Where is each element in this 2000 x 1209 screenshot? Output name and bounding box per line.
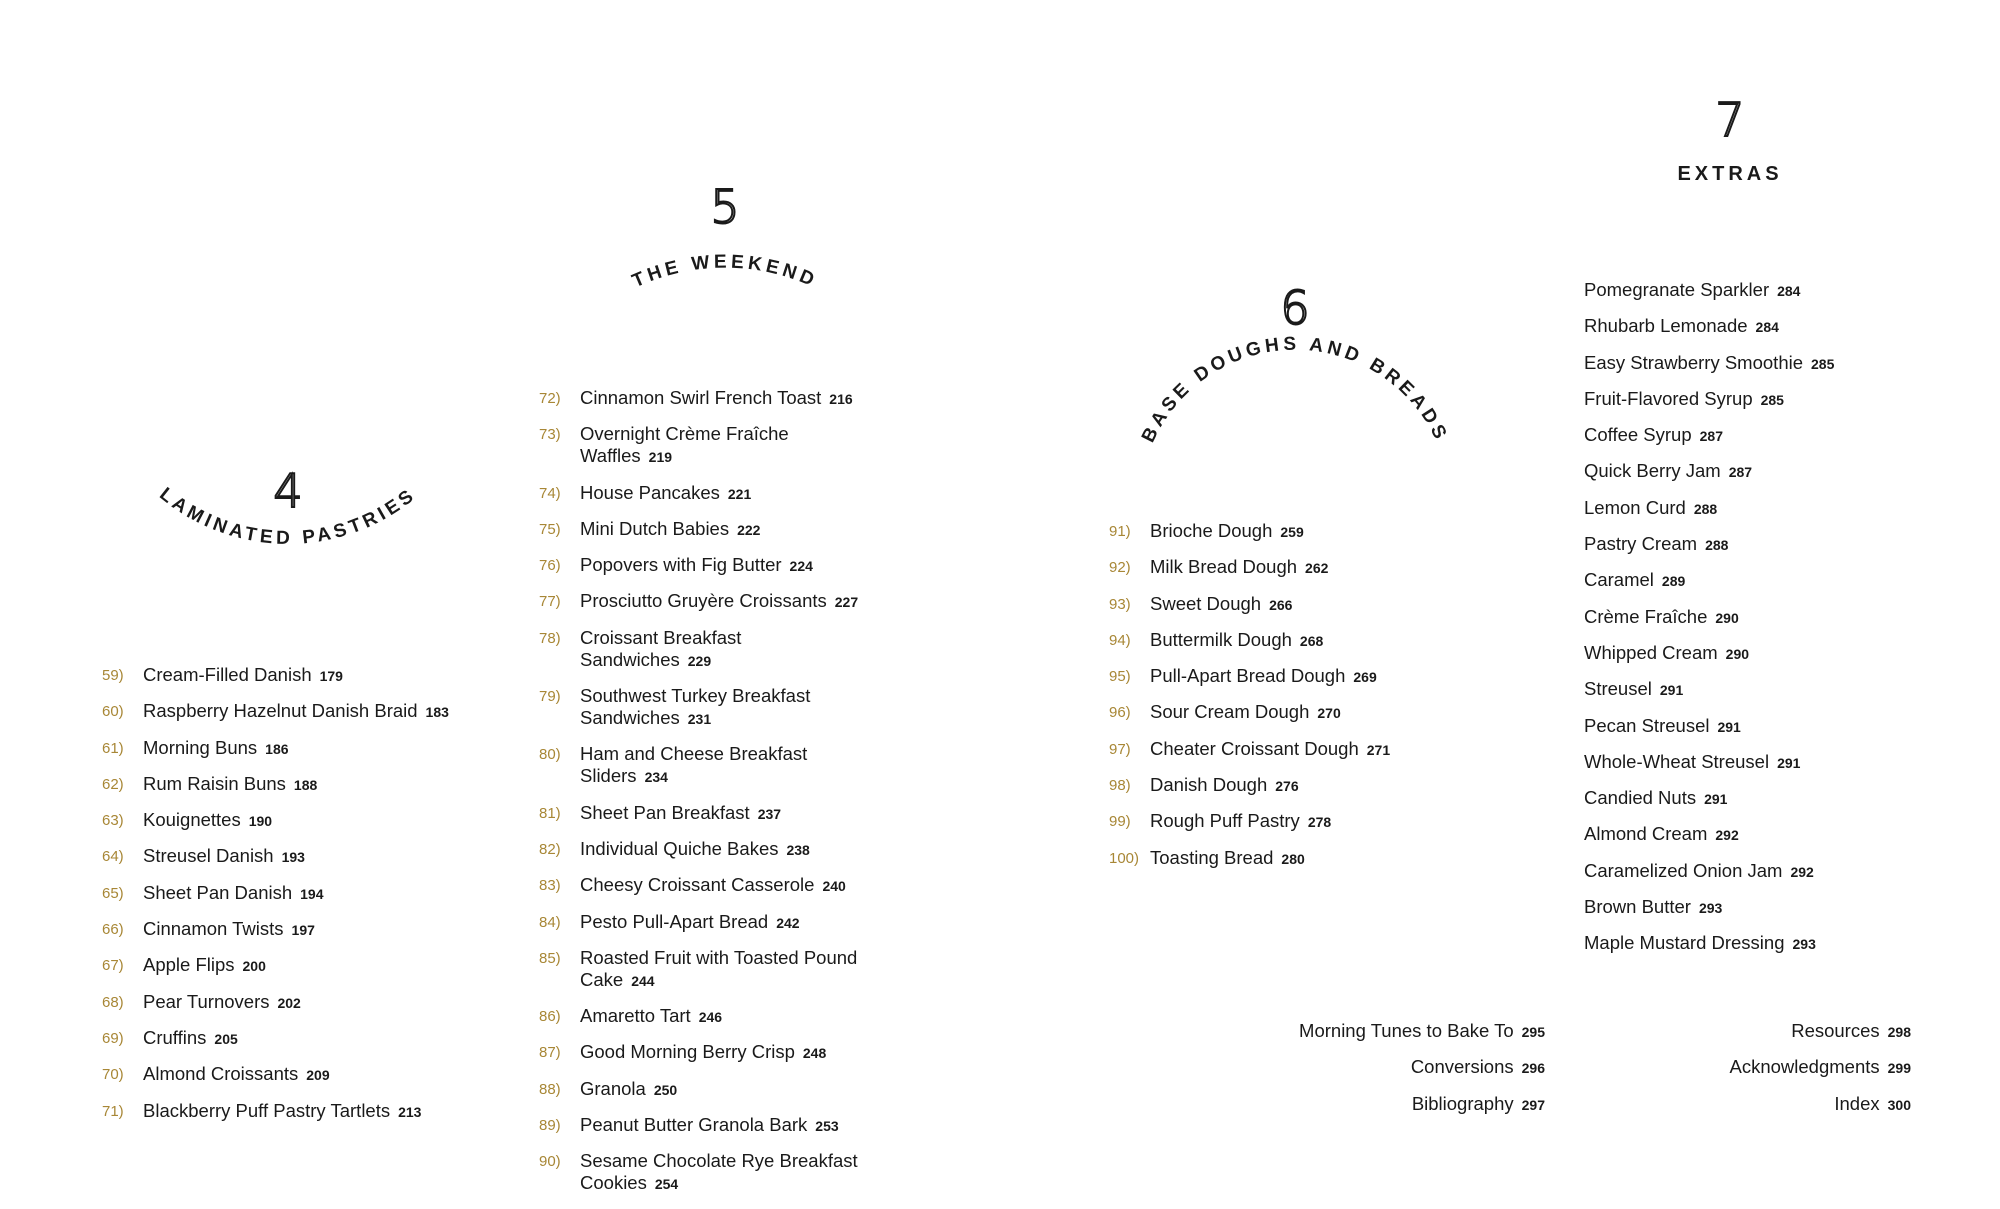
recipe-page-number: 229 xyxy=(687,652,712,669)
recipe-number: 67) xyxy=(102,957,124,975)
recipe-item xyxy=(1109,738,1489,761)
recipe-number: 72) xyxy=(539,390,561,407)
back-matter-item xyxy=(1200,1093,1545,1116)
recipe-name: Popovers with Fig Butter xyxy=(580,554,782,576)
recipe-name: Amaretto Tart xyxy=(580,1005,691,1027)
recipe-name: Almond Cream xyxy=(1584,823,1708,845)
back-matter-name: Conversions xyxy=(1410,1056,1514,1078)
recipe-item xyxy=(539,518,869,541)
recipe-name: Easy Strawberry Smoothie xyxy=(1584,351,1804,373)
recipe-number: 96) xyxy=(1109,704,1131,722)
recipe-name: Pull-Apart Bread Dough xyxy=(1150,665,1346,687)
recipe-page-number: 285 xyxy=(1760,391,1784,408)
recipe-name: Cinnamon Swirl French Toast xyxy=(580,387,822,408)
recipe-number: 92) xyxy=(1109,559,1131,577)
recipe-name: Croissant Breakfast Sandwiches xyxy=(580,626,742,670)
recipe-item xyxy=(539,838,869,861)
recipe-name: Pecan Streusel xyxy=(1584,714,1710,736)
recipe-item xyxy=(539,590,869,613)
back-matter-page-number: 298 xyxy=(1887,1024,1911,1040)
recipe-name: Sour Cream Dough xyxy=(1150,701,1310,723)
recipe-name: Sheet Pan Danish xyxy=(143,881,293,903)
recipe-name: Coffee Syrup xyxy=(1584,424,1692,446)
recipe-name: Peanut Butter Granola Bark xyxy=(580,1114,808,1136)
recipe-name: Cheesy Croissant Casserole xyxy=(580,874,815,896)
recipe-number: 81) xyxy=(539,804,561,822)
recipe-name: Kouignettes xyxy=(143,809,241,831)
recipe-name: Morning Buns xyxy=(143,736,258,758)
recipe-page-number: 244 xyxy=(631,972,655,989)
recipe-item xyxy=(102,773,502,796)
recipe-page-number: 271 xyxy=(1366,741,1391,758)
recipe-item xyxy=(1584,497,1984,520)
recipe-item xyxy=(1584,823,1984,846)
recipe-name: Cruffins xyxy=(143,1026,207,1048)
recipe-page-number: 291 xyxy=(1777,754,1801,771)
recipe-item xyxy=(1584,569,1984,592)
recipe-item xyxy=(1109,774,1489,797)
recipe-page-number: 280 xyxy=(1281,850,1305,867)
recipe-item xyxy=(102,845,502,868)
recipe-name: Streusel Danish xyxy=(143,845,274,867)
recipe-page-number: 237 xyxy=(757,805,782,822)
recipe-item xyxy=(1584,388,1984,411)
recipe-item xyxy=(102,664,502,687)
recipe-number: 78) xyxy=(539,629,561,647)
back-matter-page-number: 299 xyxy=(1887,1060,1911,1077)
recipe-number: 59) xyxy=(102,667,124,684)
recipe-page-number: 197 xyxy=(291,922,315,939)
svg-text:LAMINATED PASTRIES: LAMINATED PASTRIES xyxy=(155,483,421,549)
recipe-item xyxy=(102,700,502,723)
recipe-number: 90) xyxy=(539,1153,561,1171)
recipe-item xyxy=(1584,932,1984,955)
recipe-item xyxy=(539,911,869,934)
recipe-item xyxy=(102,1027,502,1050)
recipe-page-number: 284 xyxy=(1755,319,1779,336)
recipe-name: Roasted Fruit with Toasted Pound Cake xyxy=(580,946,858,990)
recipe-item xyxy=(1584,424,1984,447)
recipe-page-number: 288 xyxy=(1693,500,1718,517)
recipe-page-number: 209 xyxy=(306,1067,330,1084)
recipe-page-number: 276 xyxy=(1275,778,1299,795)
recipe-number: 68) xyxy=(102,993,124,1011)
recipe-name: Caramelized Onion Jam xyxy=(1584,859,1783,881)
recipe-item xyxy=(102,882,502,905)
back-matter-page-number: 295 xyxy=(1521,1024,1545,1040)
recipe-name: Southwest Turkey Breakfast Sandwiches xyxy=(580,685,811,729)
recipe-number: 74) xyxy=(539,484,561,502)
back-matter-name: Morning Tunes to Bake To xyxy=(1299,1020,1514,1041)
recipe-item xyxy=(539,482,869,505)
recipe-item xyxy=(1109,520,1489,543)
recipe-page-number: 253 xyxy=(815,1118,839,1135)
recipe-page-number: 285 xyxy=(1811,355,1835,372)
recipe-number: 75) xyxy=(539,520,561,538)
recipe-name: Pesto Pull-Apart Bread xyxy=(580,910,769,932)
recipe-item xyxy=(1584,315,1984,338)
recipe-page-number: 213 xyxy=(398,1103,422,1120)
recipe-item xyxy=(1109,847,1489,870)
recipe-number: 94) xyxy=(1109,631,1131,649)
recipe-item xyxy=(1584,896,1984,919)
recipe-number: 88) xyxy=(539,1080,561,1098)
recipe-page-number: 269 xyxy=(1353,669,1377,686)
recipe-name: Maple Mustard Dressing xyxy=(1584,932,1785,954)
recipe-name: Cream-Filled Danish xyxy=(143,664,312,685)
chapter-number-4: 4 xyxy=(273,464,303,518)
recipe-number: 71) xyxy=(102,1102,124,1120)
recipe-list-chapter-7 xyxy=(1584,279,1984,969)
back-matter-item xyxy=(1600,1020,1911,1043)
recipe-name: Brown Butter xyxy=(1584,896,1691,918)
recipe-page-number: 194 xyxy=(300,885,324,902)
back-matter-name: Bibliography xyxy=(1411,1092,1514,1114)
recipe-name: Quick Berry Jam xyxy=(1584,460,1721,482)
recipe-item xyxy=(102,991,502,1014)
chapter-title-6 xyxy=(1125,333,1465,500)
recipe-page-number: 219 xyxy=(648,449,673,466)
chapter-title-4 xyxy=(128,440,448,580)
recipe-name: House Pancakes xyxy=(580,481,720,503)
recipe-item xyxy=(1584,715,1984,738)
back-matter-right xyxy=(1600,1020,1911,1129)
recipe-name: Sesame Chocolate Rye Breakfast Cookies xyxy=(580,1150,858,1194)
recipe-page-number: 291 xyxy=(1704,791,1728,808)
recipe-number: 83) xyxy=(539,877,561,895)
recipe-number: 65) xyxy=(102,884,124,902)
svg-text:BASE DOUGHS AND BREADS: BASE DOUGHS AND BREADS xyxy=(1137,333,1453,446)
recipe-name: Candied Nuts xyxy=(1584,787,1697,809)
recipe-name: Rum Raisin Buns xyxy=(143,772,286,794)
recipe-name: Lemon Curd xyxy=(1584,496,1686,518)
recipe-name: Sweet Dough xyxy=(1150,592,1262,614)
recipe-number: 95) xyxy=(1109,668,1131,686)
recipe-name: Mini Dutch Babies xyxy=(580,517,730,539)
recipe-number: 98) xyxy=(1109,777,1131,795)
back-matter-page-number: 300 xyxy=(1887,1096,1911,1113)
recipe-page-number: 292 xyxy=(1715,827,1739,844)
recipe-page-number: 259 xyxy=(1280,524,1304,540)
recipe-page-number: 179 xyxy=(319,668,343,684)
recipe-page-number: 242 xyxy=(776,914,800,931)
recipe-name: Cinnamon Twists xyxy=(143,918,284,940)
recipe-item xyxy=(1584,678,1984,701)
recipe-page-number: 287 xyxy=(1699,428,1723,445)
recipe-name: Ham and Cheese Breakfast Sliders xyxy=(580,743,808,787)
recipe-name: Raspberry Hazelnut Danish Braid xyxy=(143,700,418,722)
recipe-item xyxy=(539,387,869,410)
recipe-name: Milk Bread Dough xyxy=(1150,556,1298,578)
svg-text:THE WEEKEND: THE WEEKEND xyxy=(629,251,821,293)
recipe-page-number: 262 xyxy=(1305,560,1329,577)
recipe-list-chapter-4 xyxy=(102,664,502,1136)
recipe-item xyxy=(539,802,869,825)
recipe-name: Toasting Bread xyxy=(1150,846,1274,868)
recipe-name: Buttermilk Dough xyxy=(1150,628,1292,650)
recipe-number: 89) xyxy=(539,1117,561,1135)
recipe-number: 77) xyxy=(539,593,561,611)
recipe-item xyxy=(539,1114,869,1137)
recipe-page-number: 222 xyxy=(737,521,761,538)
recipe-page-number: 284 xyxy=(1777,283,1801,299)
chapter-title-7: EXTRAS xyxy=(1677,163,1783,185)
recipe-number: 64) xyxy=(102,848,124,866)
recipe-number: 69) xyxy=(102,1029,124,1047)
back-matter-item xyxy=(1600,1093,1911,1116)
recipe-page-number: 227 xyxy=(834,594,859,611)
back-matter-item xyxy=(1600,1056,1911,1079)
recipe-item xyxy=(1584,352,1984,375)
recipe-name: Brioche Dough xyxy=(1150,520,1273,541)
recipe-name: Overnight Crème Fraîche Waffles xyxy=(580,423,789,467)
recipe-page-number: 238 xyxy=(786,841,810,858)
recipe-page-number: 292 xyxy=(1790,863,1814,880)
recipe-name: Rough Puff Pastry xyxy=(1150,810,1300,832)
recipe-name: Granola xyxy=(580,1077,646,1099)
recipe-page-number: 202 xyxy=(277,994,301,1011)
recipe-page-number: 240 xyxy=(822,878,846,895)
recipe-item xyxy=(102,737,502,760)
recipe-page-number: 221 xyxy=(727,485,752,502)
recipe-name: Pastry Cream xyxy=(1584,533,1698,555)
recipe-page-number: 231 xyxy=(687,711,712,728)
recipe-name: Good Morning Berry Crisp xyxy=(580,1041,795,1063)
recipe-page-number: 293 xyxy=(1792,936,1816,953)
recipe-number: 61) xyxy=(102,739,124,757)
recipe-item xyxy=(539,874,869,897)
recipe-name: Sheet Pan Breakfast xyxy=(580,801,750,823)
recipe-name: Apple Flips xyxy=(143,954,235,976)
back-matter-item xyxy=(1200,1056,1545,1079)
back-matter-name: Acknowledgments xyxy=(1729,1056,1880,1078)
recipe-item xyxy=(1109,593,1489,616)
chapter-number-6: 6 xyxy=(1280,281,1310,335)
recipe-number: 87) xyxy=(539,1044,561,1062)
recipe-page-number: 268 xyxy=(1299,632,1324,649)
recipe-page-number: 278 xyxy=(1307,814,1332,831)
recipe-page-number: 266 xyxy=(1269,596,1293,613)
recipe-page-number: 250 xyxy=(653,1081,678,1098)
recipe-page-number: 270 xyxy=(1317,705,1341,722)
recipe-name: Streusel xyxy=(1584,678,1652,700)
recipe-page-number: 248 xyxy=(802,1045,827,1062)
back-matter-page-number: 296 xyxy=(1521,1060,1545,1077)
recipe-page-number: 291 xyxy=(1717,718,1741,735)
recipe-number: 84) xyxy=(539,913,561,931)
recipe-number: 63) xyxy=(102,812,124,830)
recipe-item xyxy=(539,627,869,672)
back-matter-item xyxy=(1200,1020,1545,1043)
recipe-name: Pomegranate Sparkler xyxy=(1584,279,1770,300)
recipe-name: Caramel xyxy=(1584,569,1654,591)
chapter-number-7: 7 xyxy=(1715,93,1745,147)
recipe-name: Fruit-Flavored Syrup xyxy=(1584,387,1753,409)
recipe-number: 91) xyxy=(1109,523,1131,540)
recipe-number: 93) xyxy=(1109,595,1131,613)
back-matter-left xyxy=(1200,1020,1545,1129)
recipe-item xyxy=(102,954,502,977)
chapter-title-5 xyxy=(565,238,885,358)
recipe-page-number: 290 xyxy=(1725,645,1750,662)
recipe-page-number: 183 xyxy=(425,704,449,721)
recipe-name: Cheater Croissant Dough xyxy=(1150,737,1359,759)
recipe-name: Almond Croissants xyxy=(143,1063,299,1085)
recipe-name: Crème Fraîche xyxy=(1584,605,1708,627)
recipe-number: 70) xyxy=(102,1066,124,1084)
recipe-number: 100) xyxy=(1109,849,1140,867)
recipe-number: 62) xyxy=(102,775,124,793)
recipe-page-number: 288 xyxy=(1705,537,1729,554)
recipe-item xyxy=(539,1150,869,1195)
recipe-item xyxy=(1109,556,1489,579)
recipe-name: Whole-Wheat Streusel xyxy=(1584,750,1770,772)
recipe-number: 86) xyxy=(539,1008,561,1026)
recipe-item xyxy=(1584,642,1984,665)
recipe-page-number: 188 xyxy=(293,776,318,793)
recipe-number: 76) xyxy=(539,557,561,575)
recipe-item xyxy=(1584,751,1984,774)
recipe-item xyxy=(1584,860,1984,883)
recipe-name: Individual Quiche Bakes xyxy=(580,837,779,859)
recipe-item xyxy=(102,1063,502,1086)
recipe-number: 97) xyxy=(1109,740,1131,758)
recipe-name: Danish Dough xyxy=(1150,774,1268,796)
recipe-page-number: 290 xyxy=(1715,609,1739,626)
recipe-item xyxy=(539,423,869,468)
recipe-name: Rhubarb Lemonade xyxy=(1584,315,1748,337)
recipe-item xyxy=(539,685,869,730)
recipe-page-number: 246 xyxy=(698,1009,723,1026)
back-matter-page-number: 297 xyxy=(1521,1096,1545,1113)
recipe-item xyxy=(1584,460,1984,483)
recipe-item xyxy=(1584,787,1984,810)
recipe-number: 99) xyxy=(1109,813,1131,831)
recipe-item xyxy=(1584,606,1984,629)
recipe-page-number: 234 xyxy=(644,769,668,786)
recipe-page-number: 205 xyxy=(214,1030,238,1047)
recipe-name: Blackberry Puff Pastry Tartlets xyxy=(143,1099,391,1121)
recipe-item xyxy=(539,1078,869,1101)
back-matter-name: Resources xyxy=(1791,1020,1880,1041)
chapter-number-5: 5 xyxy=(710,180,740,234)
recipe-name: Prosciutto Gruyère Croissants xyxy=(580,590,827,612)
recipe-item xyxy=(539,554,869,577)
recipe-item xyxy=(1584,279,1984,302)
recipe-number: 85) xyxy=(539,949,561,967)
recipe-page-number: 190 xyxy=(248,813,273,830)
recipe-number: 82) xyxy=(539,840,561,858)
recipe-number: 73) xyxy=(539,426,561,444)
recipe-number: 79) xyxy=(539,688,561,706)
recipe-page-number: 287 xyxy=(1728,464,1753,481)
recipe-page-number: 216 xyxy=(829,391,853,407)
recipe-number: 66) xyxy=(102,921,124,939)
recipe-item xyxy=(539,1005,869,1028)
recipe-item xyxy=(539,947,869,992)
recipe-item xyxy=(1109,629,1489,652)
recipe-item xyxy=(102,1100,502,1123)
recipe-list-chapter-5 xyxy=(539,387,869,1209)
recipe-page-number: 224 xyxy=(789,558,813,575)
recipe-item xyxy=(102,809,502,832)
recipe-name: Pear Turnovers xyxy=(143,990,270,1012)
recipe-page-number: 291 xyxy=(1659,682,1684,699)
recipe-page-number: 186 xyxy=(265,740,289,757)
back-matter-name: Index xyxy=(1834,1092,1880,1114)
recipe-page-number: 289 xyxy=(1661,573,1686,590)
recipe-page-number: 200 xyxy=(242,958,266,975)
recipe-number: 80) xyxy=(539,746,561,764)
recipe-number: 60) xyxy=(102,703,124,721)
recipe-page-number: 293 xyxy=(1698,900,1723,917)
recipe-item xyxy=(539,743,869,788)
recipe-item xyxy=(1584,533,1984,556)
recipe-item xyxy=(102,918,502,941)
recipe-name: Whipped Cream xyxy=(1584,641,1718,663)
recipe-page-number: 193 xyxy=(281,849,305,866)
recipe-item xyxy=(1109,701,1489,724)
recipe-list-chapter-6 xyxy=(1109,520,1489,883)
recipe-item xyxy=(1109,665,1489,688)
recipe-item xyxy=(539,1041,869,1064)
recipe-item xyxy=(1109,810,1489,833)
recipe-page-number: 254 xyxy=(654,1176,679,1193)
